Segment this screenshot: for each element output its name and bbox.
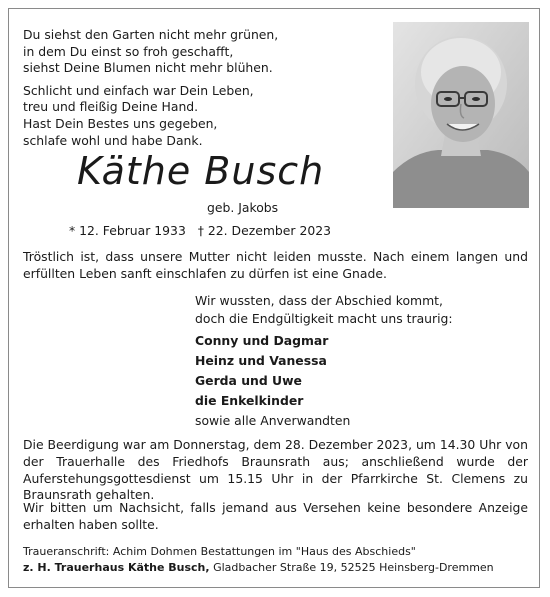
poem-stanza-1 — [23, 27, 278, 77]
mourners-intro-line: Wir wussten, dass der Abschied kommt, — [195, 293, 443, 308]
poem-line: treu und fleißig Deine Hand. — [23, 99, 199, 115]
poem-line: Hast Dein Bestes uns gegeben, — [23, 115, 218, 131]
deceased-name: Käthe Busch — [77, 149, 325, 193]
address-line-2 — [23, 560, 494, 576]
poem-line: Schlicht und einfach war Dein Leben, — [23, 82, 254, 98]
poem-line: Du siehst den Garten nicht mehr grünen, — [23, 27, 279, 42]
mourners-block — [195, 292, 453, 430]
mourners-closing: sowie alle Anverwandten — [195, 412, 351, 428]
consolation-text: Tröstlich ist, dass unsere Mutter nicht leiden musste. Nach einem langen und erfüllten Leben sanft einschlafen zu dürfen ist eine Gnade. — [23, 249, 528, 281]
mourner-name: die Enkelkinder — [195, 392, 304, 408]
poem-stanza-2 — [23, 83, 278, 149]
poem-line: in dem Du einst so froh geschafft, — [23, 43, 234, 59]
poem-line: schlafe wohl und habe Dank. — [23, 132, 203, 148]
born-name: geb. Jakobs — [207, 200, 279, 215]
mourners-intro-line: doch die Endgültigkeit macht uns traurig: — [195, 310, 453, 326]
mourner-name: Conny und Dagmar — [195, 332, 329, 348]
mourner-name: Gerda und Uwe — [195, 372, 302, 388]
birth-date: * 12. Februar 1933 — [69, 223, 186, 238]
death-date: † 22. Dezember 2023 — [197, 223, 331, 238]
obituary-notice — [8, 8, 540, 588]
contact-address — [23, 544, 494, 576]
mourners-intro — [195, 293, 453, 328]
apology-text: Wir bitten um Nachsicht, falls jemand aus Versehen keine besondere Anzeige erhalten haben sollte. — [23, 500, 528, 532]
address-line-1: Traueranschrift: Achim Dohmen Bestattungen im "Haus des Abschieds" — [23, 545, 416, 558]
funeral-details: Die Beerdigung war am Donnerstag, dem 28. Dezember 2023, um 14.30 Uhr von der Trauerhalle des Friedhofs Braunsrath aus; anschließend wurde der Auferstehungsgottesdienst um 15.15 Uhr in der Pfarrkirche St. Clemens zu Braunsrath gehalten. — [23, 437, 528, 503]
address-street: Gladbacher Straße 19, 52525 Heinsberg-Dremmen — [209, 561, 494, 574]
portrait-image — [393, 22, 529, 208]
address-recipient: z. H. Trauerhaus Käthe Busch, — [23, 561, 210, 574]
mourner-name: Heinz und Vanessa — [195, 352, 327, 368]
poem — [23, 27, 278, 155]
portrait-photo — [393, 22, 529, 208]
poem-line: siehst Deine Blumen nicht mehr blühen. — [23, 60, 273, 76]
life-dates — [69, 223, 331, 238]
